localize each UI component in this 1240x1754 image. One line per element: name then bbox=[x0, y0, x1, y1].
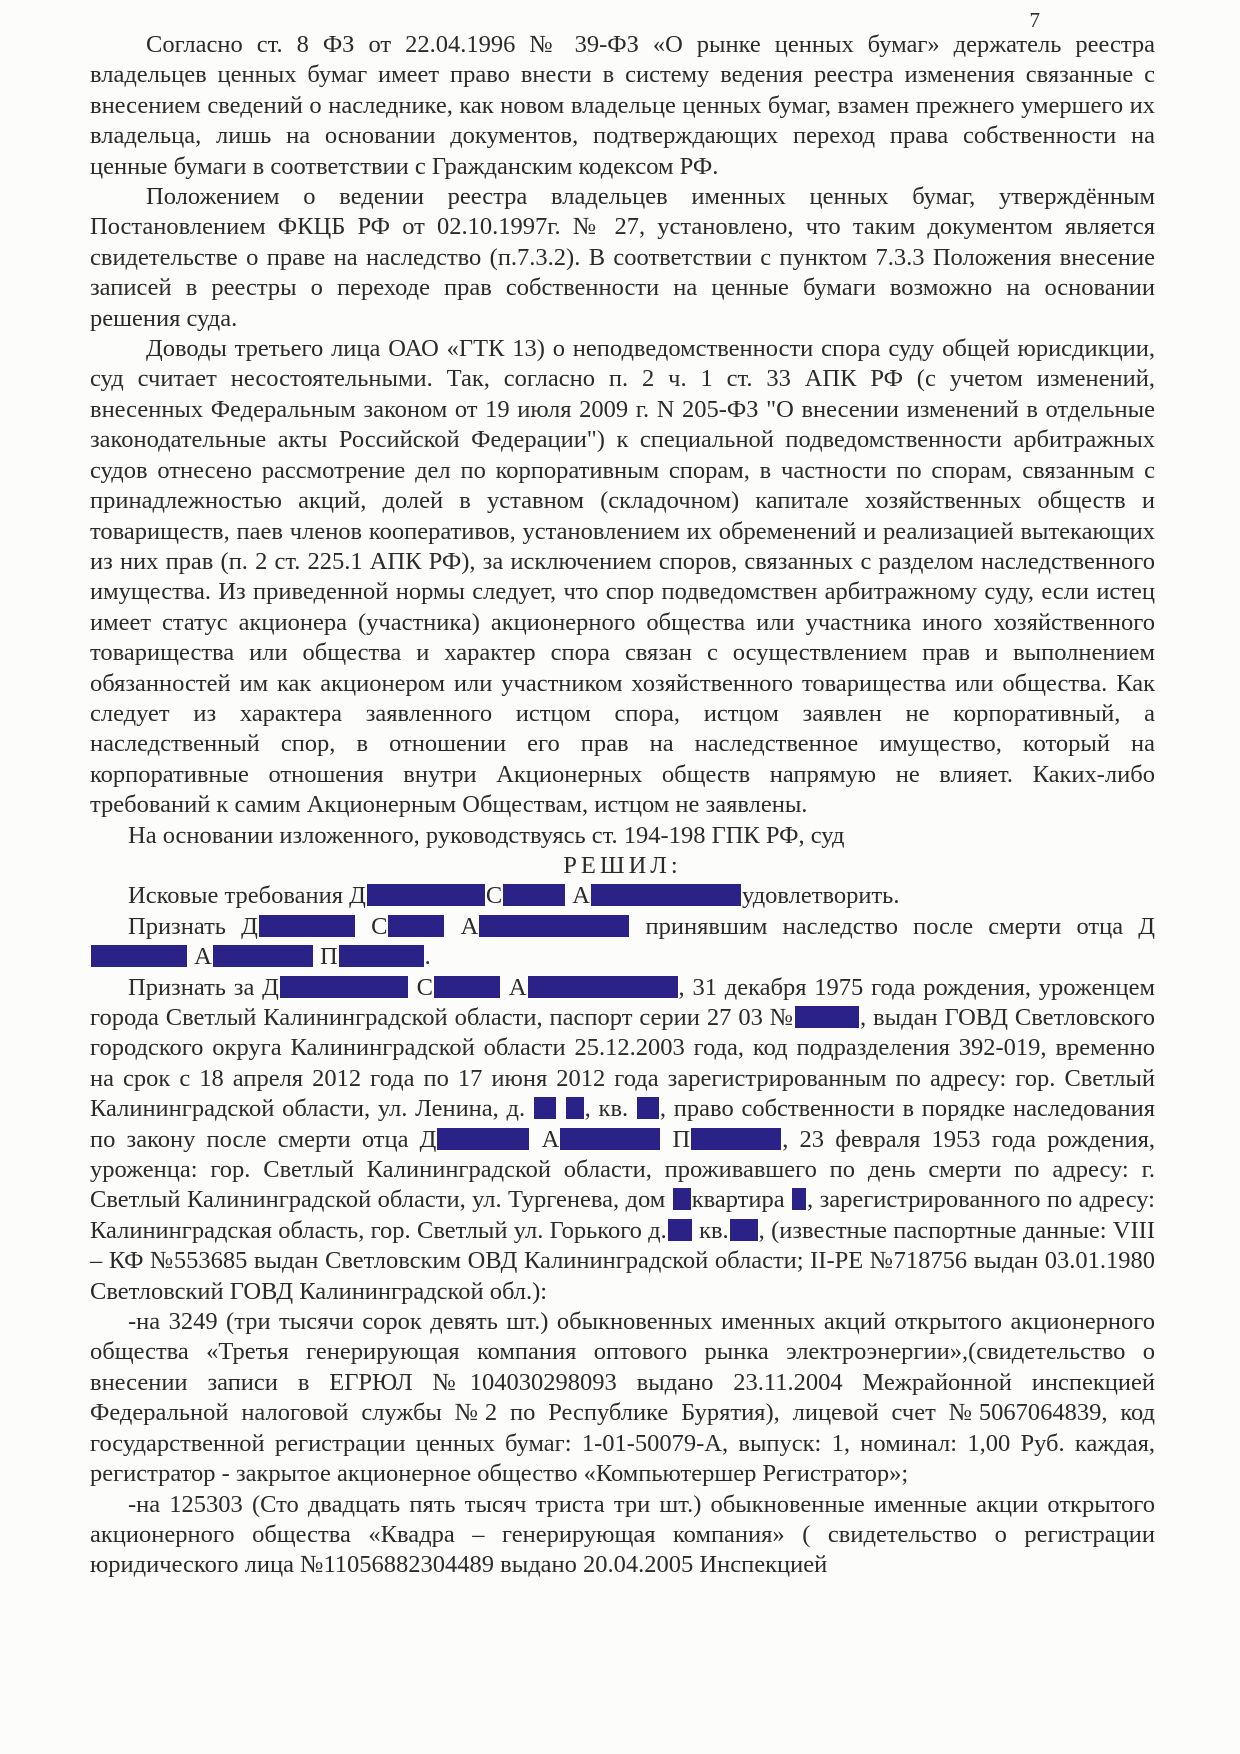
redaction-block bbox=[437, 1128, 529, 1150]
redaction-block bbox=[795, 1006, 859, 1028]
paragraph-shares-tgk: -на 3249 (три тысячи сорок девять шт.) обыкновенных именных акций открытого акционерного общества «Третья генерирующая компания оптового рынка электроэнергии»,(свидетельство о внесении записи в ЕГРЮЛ №104030298093 выдано 23.11.2004 Межрайонной инспекцией Федеральной налоговой службы №2 по Республике Бурятия), лицевой счет №5067064839, код государственной регистрации ценных бумаг: 1-01-50079-А, выпуск: 1, номинал: 1,00 Руб. каждая, регистратор - закрытое акционерное общество «Компьютершер Регистратор»; bbox=[90, 1308, 1155, 1488]
redaction-block bbox=[367, 884, 485, 906]
paragraph-shares-kvadra: -на 125303 (Сто двадцать пять тысяч триста три шт.) обыкновенные именные акции открытого акционерного общества «Квадра – генерирующая компания» ( свидетельство о регистрации юридического лица №11056882304489 выдано 20.04.2005 Инспекцией bbox=[90, 1490, 1155, 1579]
redaction-block bbox=[534, 1097, 556, 1119]
redaction-block bbox=[388, 915, 444, 937]
document-body bbox=[90, 30, 1155, 1581]
redaction-block bbox=[730, 1219, 758, 1241]
redaction-block bbox=[792, 1188, 806, 1210]
redaction-block bbox=[637, 1097, 659, 1119]
redaction-block bbox=[339, 945, 424, 967]
paragraph-securities-law: Согласно ст. 8 ФЗ от 22.04.1996 № 39-ФЗ «О рынке ценных бумаг» держатель реестра владельцев ценных бумаг имеет право внести в систему ведения реестра изменения связанные с внесением сведений о наследнике, как новом владельце ценных бумаг, взамен прежнего умершего их владельца, лишь на основании документов, подтверждающих переход права собственности на ценные бумаги в соответствии с Гражданским кодексом РФ. bbox=[90, 31, 1155, 180]
redaction-block bbox=[691, 1128, 781, 1150]
redaction-block bbox=[560, 1128, 660, 1150]
paragraph-inheritance-accepted: Признать Д С А принявшим наследство после смерти отца Д А П . bbox=[90, 912, 1155, 973]
paragraph-registry-regulation: Положением о ведении реестра владельцев именных ценных бумаг, утверждённым Постановлением ФКЦБ РФ от 02.10.1997г. № 27, установлено, что таким документом является свидетельстве о праве на наследство (п.7.3.2). В соответствии с пунктом 7.3.3 Положения внесение записей в реестры о переходе прав собственности на ценные бумаги возможно на основании решения суда. bbox=[90, 183, 1155, 332]
redaction-block bbox=[668, 1219, 692, 1241]
page-number: 7 bbox=[1029, 8, 1040, 32]
redaction-block bbox=[503, 884, 565, 906]
paragraph-grounds: На основании изложенного, руководствуясь ст. 194-198 ГПК РФ, суд bbox=[128, 821, 845, 849]
redaction-block bbox=[673, 1188, 691, 1210]
redaction-block bbox=[91, 945, 187, 967]
redaction-block bbox=[434, 976, 500, 998]
redaction-block bbox=[259, 915, 355, 937]
paragraph-ownership-right: Признать за Д С А , 31 декабря 1975 года рождения, уроженцем города Светлый Калининградской области, паспорт серии 27 03 № , выдан ГОВД Светловского городского округа Калининградской области 25.12.2003 года, код подразделения 392-019, временно на срок с 18 апреля 2012 года по 17 июня 2012 года зарегистрированным по адресу: гор. Светлый Калининградской области, ул. Ленина, д. , кв. , право собственности в порядке наследования по закону после смерти отца Д А П , 23 февраля 1953 года рождения, уроженца: гор. Светлый Калининградской области, проживавшего по день смерти по адресу: г. Светлый Калининградской области, ул. Тургенева, дом квартира , зарегистрированного по адресу: Калининградская область, гор. Светлый ул. Горького д. кв. , (известные паспортные данные: VIII – КФ №553685 выдан Светловским ОВД Калининградской области; II-РЕ №718756 выдан 03.01.1980 Светловский ГОВД Калининградской обл.): bbox=[90, 973, 1156, 1305]
redaction-block bbox=[479, 915, 629, 937]
paragraph-claims-granted: Исковые требования Д С А удовлетворить. bbox=[128, 882, 900, 910]
decision-heading: РЕШИЛ: bbox=[563, 851, 682, 879]
paragraph-jurisdiction: Доводы третьего лица ОАО «ГТК 13) о неподведомственности спора суду общей юрисдикции, суд считает несостоятельными. Так, согласно п. 2 ч. 1 ст. 33 АПК РФ (с учетом изменений, внесенных Федеральным законом от 19 июля 2009 г. N 205-ФЗ "О внесении изменений в отдельные законодательные акты Российской Федерации") к специальной подведомственности арбитражных судов отнесено рассмотрение дел по корпоративным спорам, в частности по спорам, связанным с принадлежностью акций, долей в уставном (складочном) капитале хозяйственных обществ и товариществ, паев членов кооперативов, установлением их обременений и реализацией вытекающих из них прав (п. 2 ст. 225.1 АПК РФ), за исключением споров, связанных с разделом наследственного имущества. Из приведенной нормы следует, что спор подведомствен арбитражному суду, если истец имеет статус акционера (участника) акционерного общества или участника иного хозяйственного товарищества или общества и характер спора связан с осуществлением прав и выполнением обязанностей им как акционером или участником хозяйственного товарищества или общества. Как следует из характера заявленного истцом спора, истцом заявлен не корпоративный, а наследственный спор, в отношении его прав на наследственное имущество, который на корпоративные отношения внутри Акционерных обществ напрямую не влияет. Каких-либо требований к самим Акционерным Обществам, истцом не заявлены. bbox=[90, 335, 1155, 819]
redaction-block bbox=[566, 1097, 584, 1119]
redaction-block bbox=[591, 884, 741, 906]
redaction-block bbox=[280, 976, 408, 998]
redaction-block bbox=[213, 945, 313, 967]
redaction-block bbox=[528, 976, 678, 998]
